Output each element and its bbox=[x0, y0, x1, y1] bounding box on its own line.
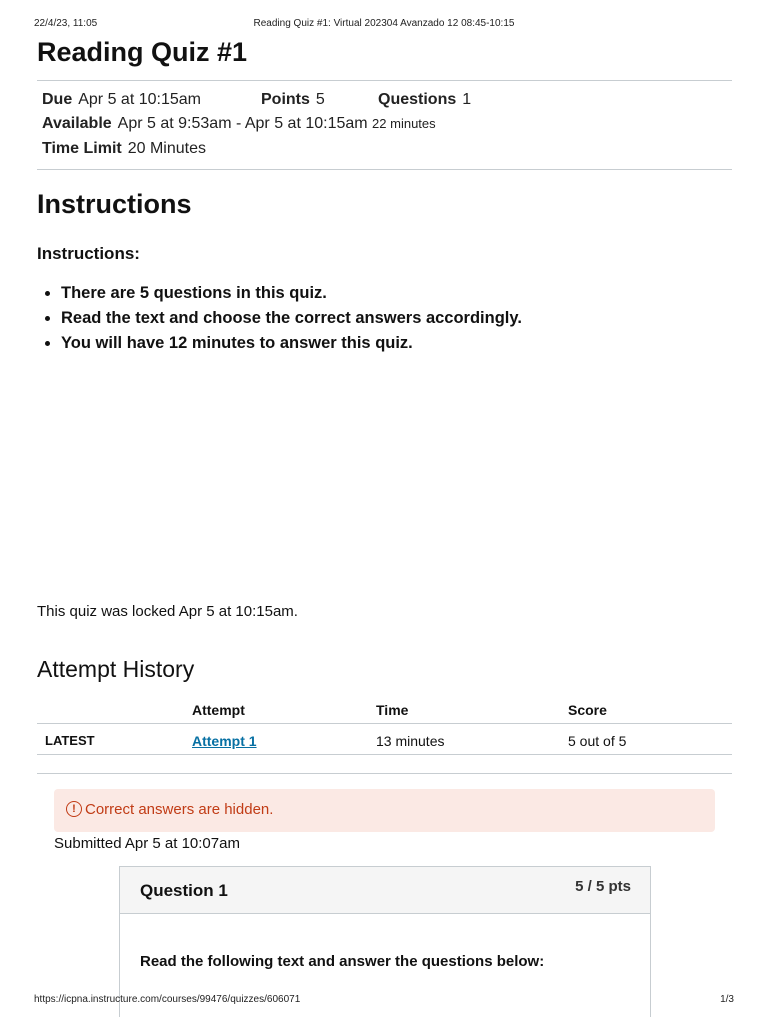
question-header bbox=[120, 867, 650, 914]
quiz-meta-time-limit bbox=[42, 140, 206, 158]
quiz-meta-due bbox=[42, 91, 201, 109]
available-label: Available bbox=[42, 115, 112, 132]
correct-answers-hidden-alert bbox=[54, 789, 715, 832]
available-duration: 22 minutes bbox=[372, 116, 436, 131]
time-limit-value: 20 Minutes bbox=[127, 140, 206, 157]
instruction-item: • You will have 12 minutes to answer this quiz. bbox=[61, 331, 522, 356]
submitted-timestamp: Submitted Apr 5 at 10:07am bbox=[54, 835, 240, 852]
quiz-meta-points bbox=[261, 91, 325, 109]
question-points: 5 / 5 pts bbox=[575, 878, 631, 895]
divider bbox=[37, 80, 732, 81]
table-header-row bbox=[37, 699, 732, 724]
time-limit-label: Time Limit bbox=[42, 140, 122, 157]
divider bbox=[37, 169, 732, 170]
page-url: https://icpna.instructure.com/courses/99476/quizzes/606071 bbox=[34, 994, 301, 1005]
question-text: Read the following text and answer the questions below: bbox=[140, 953, 545, 970]
alert-circle-icon: ! bbox=[66, 801, 82, 817]
locked-notice: This quiz was locked Apr 5 at 10:15am. bbox=[37, 603, 298, 620]
attempt-history-heading: Attempt History bbox=[37, 656, 195, 682]
instruction-item: • There are 5 questions in this quiz. bbox=[61, 281, 522, 306]
attempt-time: 13 minutes bbox=[376, 733, 445, 749]
latest-label: LATEST bbox=[45, 733, 95, 748]
points-label: Points bbox=[261, 91, 310, 108]
print-document-title: Reading Quiz #1: Virtual 202304 Avanzado 12 08:45-10:15 bbox=[253, 18, 515, 29]
questions-label: Questions bbox=[378, 91, 457, 108]
alert-text: Correct answers are hidden. bbox=[85, 801, 274, 818]
instructions-heading: Instructions bbox=[37, 189, 192, 219]
quiz-meta-questions bbox=[378, 91, 471, 109]
instruction-item: • Read the text and choose the correct answers accordingly. bbox=[61, 306, 522, 331]
instructions-subheading: Instructions: bbox=[37, 244, 140, 263]
table-row bbox=[37, 724, 732, 755]
due-value: Apr 5 at 10:15am bbox=[78, 91, 201, 108]
page-number: 1/3 bbox=[720, 994, 734, 1005]
questions-value: 1 bbox=[462, 91, 472, 108]
attempt-link[interactable]: Attempt 1 bbox=[192, 733, 257, 749]
attempt-history-table bbox=[37, 699, 732, 755]
column-header-attempt: Attempt bbox=[192, 702, 245, 718]
instructions-list bbox=[37, 281, 522, 356]
divider bbox=[37, 773, 732, 774]
points-value: 5 bbox=[315, 91, 325, 108]
due-label: Due bbox=[42, 91, 73, 108]
column-header-time: Time bbox=[376, 702, 409, 718]
attempt-score: 5 out of 5 bbox=[568, 733, 627, 749]
print-date: 22/4/23, 11:05 bbox=[34, 18, 98, 29]
available-value: Apr 5 at 9:53am - Apr 5 at 10:15am bbox=[117, 115, 368, 132]
quiz-meta-available bbox=[42, 115, 436, 133]
column-header-score: Score bbox=[568, 702, 607, 718]
question-title: Question 1 bbox=[140, 881, 228, 900]
page-title: Reading Quiz #1 bbox=[37, 37, 248, 67]
